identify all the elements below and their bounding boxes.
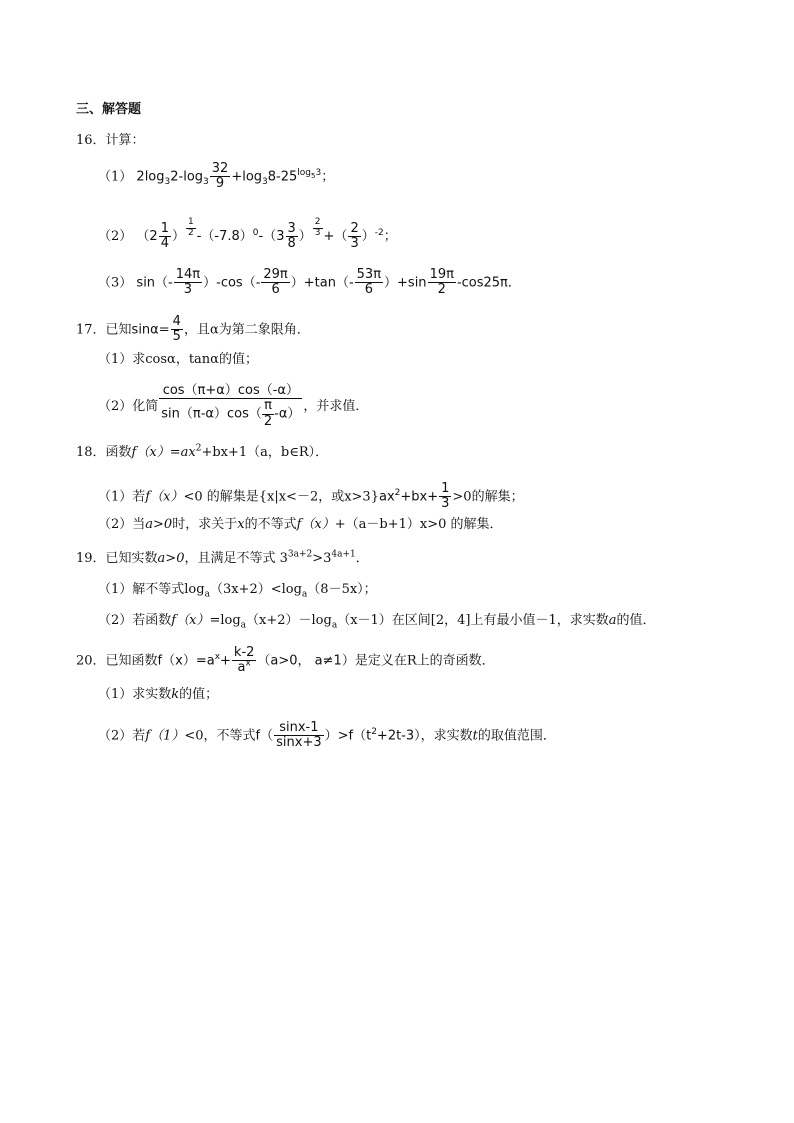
q17-part2: （2）化简 cos（π+α）cos（-α） sin（π-α）cos（ $\frac{\pi}{2}$ -α） ，并求值． — [98, 383, 369, 429]
q20-part2: （2）若f（1）<0，不等式f（ $\frac{\sin x-1}{\sin x+3}$ ）$>f(t^2+2t-3)$，求实数t的取值范围． — [98, 720, 556, 751]
q16-part2: （2） （2 $\frac{1}{4}$ ） $\frac{1}{2}$ $-(-7.8)^0-(3$ $\frac{3}{8}$ ） $\frac{2}{3}$ +（ $\frac{2}{3}$ ）$^{-2}$； — [98, 217, 397, 252]
q18-stem: 18．函数$f(x)=ax^2+bx+1(a$，b∈R）． — [76, 443, 329, 460]
q17-stem: 17．已知sinα= $\frac{4}{5}$ ，且α为第二象限角． — [76, 314, 310, 345]
q16-stem: 16．计算： — [76, 133, 145, 148]
fraction: cos（π+α）cos（-α） sin（π-α）cos（ $\frac{\pi}{2}$ -α） — [161, 383, 301, 429]
fraction: $\frac{1}{4}$ — [160, 220, 169, 252]
q18-part1: （1）若f（x）<0 的解集是{x|x<－2，或$x>3\}ax^2+bx+$ $\frac{1}{3}$ >0的解集； — [98, 481, 524, 512]
q17-part1: （1）求cosα，tanα的值； — [98, 352, 258, 367]
fraction: $\frac{29\pi}{6}$ — [263, 267, 288, 298]
fraction: $\frac{19\pi}{2}$ — [429, 267, 454, 298]
fraction: $\frac{14\pi}{3}$ — [175, 267, 201, 298]
fraction: $\frac{k-2}{a^x}$ — [233, 645, 255, 676]
fraction: $\frac{2}{3}$ — [350, 220, 359, 252]
q19-part1: （1）解不等式$\log_a(3x+2)<\log_a(8-5x)$； — [98, 582, 377, 600]
q19-stem: 19．已知实数a>0，且满足不等式 $3^{3a+2}>3^{4a+1}$． — [76, 549, 369, 566]
q16-part3: （3） sin（- $\frac{14\pi}{3}$ ）-cos（- $\frac{29\pi}{6}$ ）+tan（- $\frac{53\pi}{6}$ ）+sin $\frac{19\pi}{2}$ -cos25π． — [98, 267, 521, 298]
fraction: $\frac{3}{8}$ — [287, 220, 296, 252]
section-title: 三、解答题 — [76, 102, 142, 117]
q20-part1: （1）求实数k的值； — [98, 687, 219, 702]
fraction: $\frac{1}{3}$ — [441, 481, 450, 512]
fraction: $\frac{4}{5}$ — [172, 314, 181, 345]
fraction: $\frac{32}{9}$ — [211, 161, 229, 192]
q19-part2: （2）若函数$f(x)=\log_a(x+2)-\log_a(x-1)$在区间[2，4]上有最小值－1，求实数a的值． — [98, 613, 656, 631]
fraction: $\frac{\pi}{2}$ — [263, 398, 273, 429]
exponent-fraction: $\frac{2}{3}$ — [314, 217, 321, 238]
q16-part1: （1） $2\log_32-\log_3$ $\frac{32}{9}$ $+\log_38-25^{log_53}$； — [98, 161, 335, 192]
fraction: $\frac{\sin x-1}{\sin x+3}$ — [276, 720, 322, 751]
q20-stem: 20．已知函数$f(x)=a^x+$ $\frac{k-2}{a^x}$ （a>0， a≠1）是定义在R上的奇函数． — [76, 645, 495, 676]
fraction: $\frac{53\pi}{6}$ — [356, 267, 382, 298]
exponent-fraction: $\frac{1}{2}$ — [188, 217, 194, 238]
q18-part2: （2）当a>0时，求关于x的不等式f（x）+（a－b+1）x>0 的解集． — [98, 517, 503, 532]
